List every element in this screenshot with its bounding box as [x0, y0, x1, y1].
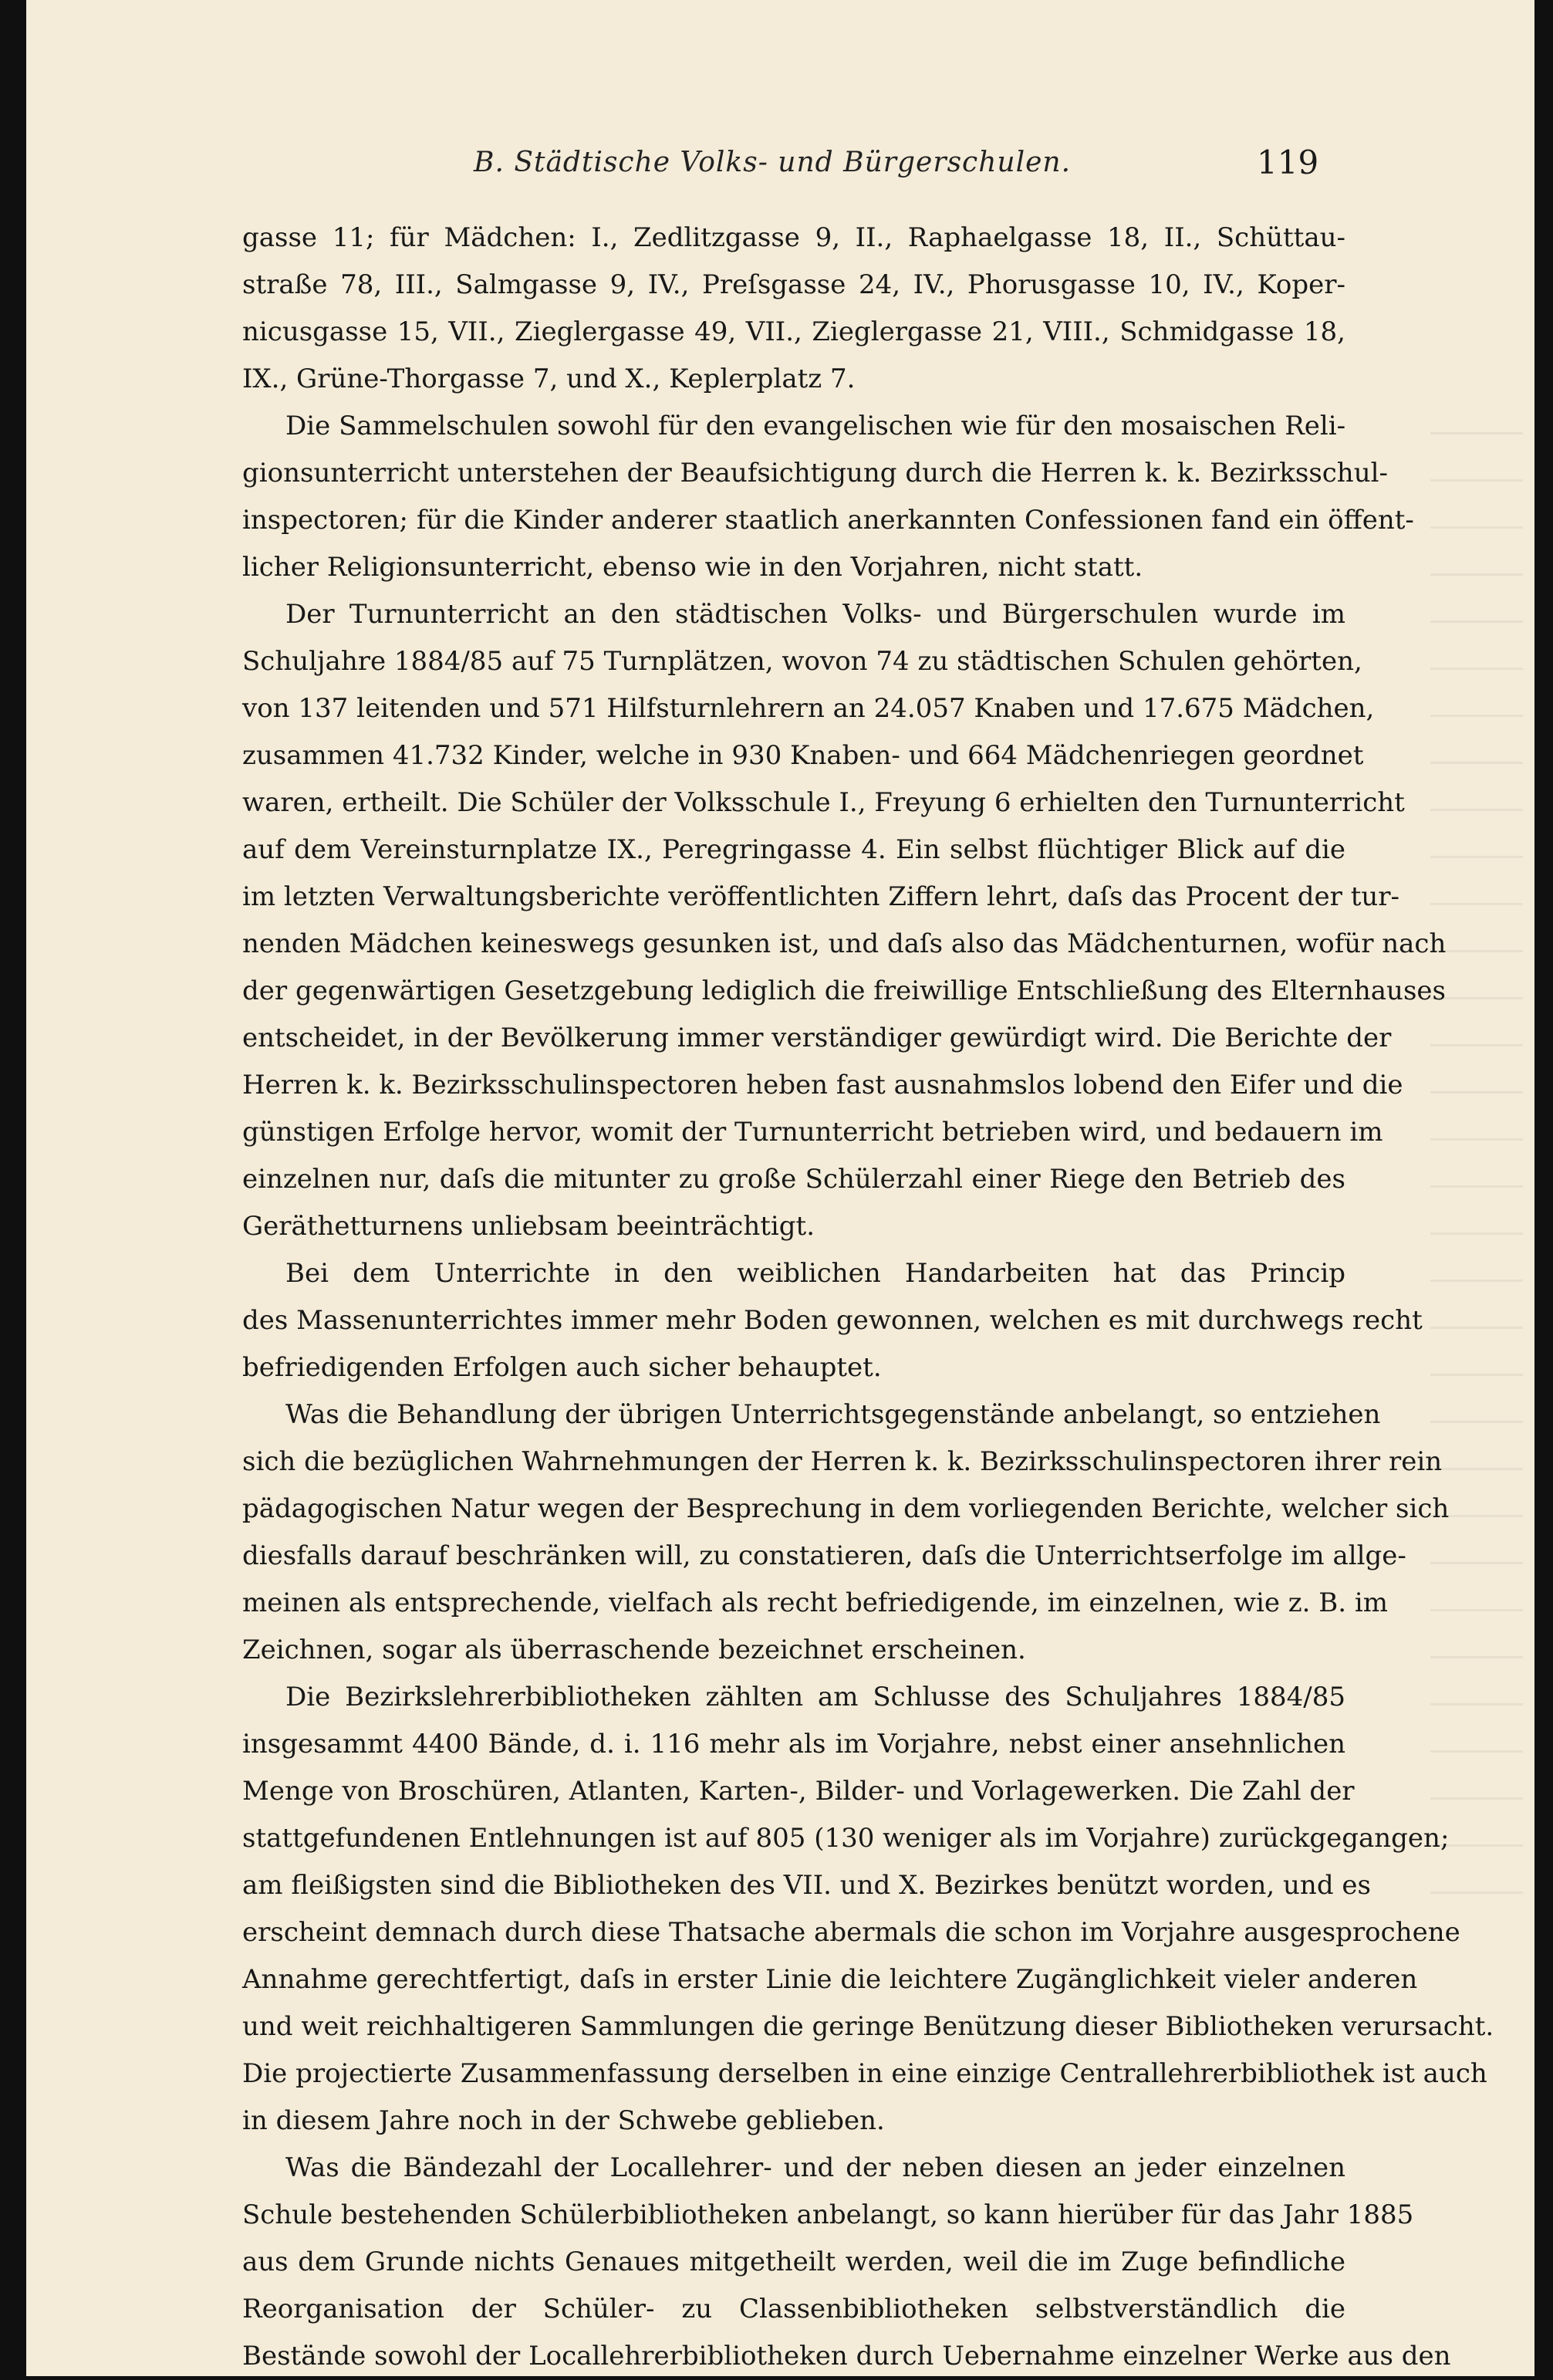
page-header: [26, 144, 1534, 201]
text-line: von 137 leitenden und 571 Hilfsturnlehrern an 24.057 Knaben und 17.675 Mädchen,: [242, 693, 1375, 724]
text-line: straße 78, III., Salmgasse 9, IV., Preſsgasse 24, IV., Phorusgasse 10, IV., Koper-: [242, 269, 1345, 300]
text-line: Geräthetturnens unliebsam beeinträchtigt.: [242, 1211, 815, 1242]
text-line: meinen als entsprechende, vielfach als recht befriedigende, im einzelnen, wie z. B. im: [242, 1587, 1388, 1618]
text-line: IX., Grüne-Thorgasse 7, und X., Keplerplatz 7.: [242, 363, 856, 394]
paragraph-religion: [242, 403, 1414, 591]
text-line: in diesem Jahre noch in der Schwebe geblieben.: [242, 2105, 885, 2136]
text-line: Die Bezirkslehrerbibliotheken zählten am Schlusse des Schuljahres 1884/85: [285, 1682, 1345, 1712]
text-line: Reorganisation der Schüler- zu Classenbibliotheken selbstverständlich die: [242, 2294, 1345, 2324]
paragraph-school-libraries: [242, 2145, 1451, 2380]
paragraph-handwork: [242, 1250, 1423, 1391]
text-line: Annahme gerechtfertigt, daſs in erster Linie die leichtere Zugänglichkeit vieler anderen: [242, 1964, 1418, 1995]
text-line: Herren k. k. Bezirksschulinspectoren heben fast ausnahmslos lobend den Eifer und die: [242, 1070, 1403, 1100]
text-line: nicusgasse 15, VII., Zieglergasse 49, VII., Zieglergasse 21, VIII., Schmidgasse 18,: [242, 316, 1345, 347]
text-line: pädagogischen Natur wegen der Besprechung in dem vorliegenden Berichte, welcher sich: [242, 1493, 1450, 1524]
text-line: Bestände sowohl der Locallehrerbibliotheken durch Uebernahme einzelner Werke aus den: [242, 2341, 1451, 2372]
text-line: nenden Mädchen keineswegs gesunken ist, und daſs also das Mädchenturnen, wofür nach: [242, 928, 1447, 959]
page-number: 119: [1257, 144, 1319, 181]
text-line: sich die bezüglichen Wahrnehmungen der Herren k. k. Bezirksschulinspectoren ihrer rein: [242, 1446, 1443, 1477]
text-line: auf dem Vereinsturnplatze IX., Peregringasse 4. Ein selbst flüchtiger Blick auf die: [242, 834, 1345, 865]
text-line: Die Sammelschulen sowohl für den evangelischen wie für den mosaischen Reli-: [285, 411, 1346, 441]
text-line: diesfalls darauf beschränken will, zu constatieren, daſs die Unterrichtserfolge im allge-: [242, 1540, 1406, 1571]
text-line: Was die Bändezahl der Locallehrer- und der neben diesen an jeder einzelnen: [285, 2152, 1345, 2183]
text-line: waren, ertheilt. Die Schüler der Volksschule I., Freyung 6 erhielten den Turnunterricht: [242, 787, 1405, 818]
paragraph-libraries: [242, 1674, 1494, 2145]
book-page: [26, 0, 1534, 2376]
text-line: Was die Behandlung der übrigen Unterrichtsgegenstände anbelangt, so entziehen: [285, 1399, 1381, 1430]
text-line: und weit reichhaltigeren Sammlungen die geringe Benützung dieser Bibliotheken verursacht.: [242, 2011, 1494, 2042]
text-line: stattgefundenen Entlehnungen ist auf 805 (130 weniger als im Vorjahre) zurückgegangen;: [242, 1823, 1450, 1854]
running-title: B. Städtische Volks- und Bürgerschulen.: [474, 147, 1072, 178]
text-line: Zeichnen, sogar als überraschende bezeichnet erscheinen.: [242, 1635, 1026, 1665]
text-line: inspectoren; für die Kinder anderer staatlich anerkannten Confessionen fand ein öffent-: [242, 505, 1414, 536]
text-line: am fleißigsten sind die Bibliotheken des VII. und X. Bezirkes benützt worden, und es: [242, 1870, 1371, 1901]
text-line: gasse 11; für Mädchen: I., Zedlitzgasse 9, II., Raphaelgasse 18, II., Schüttau-: [242, 222, 1345, 253]
text-line: Schule bestehenden Schülerbibliotheken anbelangt, so kann hierüber für das Jahr 1885: [242, 2199, 1414, 2230]
text-line: zusammen 41.732 Kinder, welche in 930 Knaben- und 664 Mädchenriegen geordnet: [242, 740, 1364, 771]
page-body: [242, 215, 1494, 2372]
text-line: befriedigenden Erfolgen auch sicher behauptet.: [242, 1352, 882, 1383]
paragraph-continuation: [242, 215, 1345, 403]
text-line: Schuljahre 1884/85 auf 75 Turnplätzen, wovon 74 zu städtischen Schulen gehörten,: [242, 646, 1362, 677]
text-line: der gegenwärtigen Gesetzgebung lediglich die freiwillige Entschließung des Elternhauses: [242, 975, 1446, 1006]
text-line: einzelnen nur, daſs die mitunter zu große Schülerzahl einer Riege den Betrieb des: [242, 1164, 1345, 1195]
text-line: gionsunterricht unterstehen der Beaufsichtigung durch die Herren k. k. Bezirksschul-: [242, 458, 1388, 489]
text-line: entscheidet, in der Bevölkerung immer verständiger gewürdigt wird. Die Berichte der: [242, 1023, 1392, 1053]
text-line: erscheint demnach durch diese Thatsache abermals die schon im Vorjahre ausgesprochene: [242, 1917, 1460, 1948]
text-line: licher Religionsunterricht, ebenso wie in den Vorjahren, nicht statt.: [242, 552, 1143, 583]
text-line: Bei dem Unterrichte in den weiblichen Handarbeiten hat das Princip: [285, 1258, 1345, 1289]
paragraph-gymnastics: [242, 591, 1447, 1250]
show-through-texture: [1430, 432, 1523, 1898]
text-line: Die projectierte Zusammenfassung derselben in eine einzige Centrallehrerbibliothek ist auch: [242, 2058, 1487, 2089]
text-line: Menge von Broschüren, Atlanten, Karten-, Bilder- und Vorlagewerken. Die Zahl der: [242, 1776, 1355, 1807]
text-line: des Massenunterrichtes immer mehr Boden gewonnen, welchen es mit durchwegs recht: [242, 1305, 1423, 1336]
text-line: im letzten Verwaltungsberichte veröffentlichten Ziffern lehrt, daſs das Procent der tur-: [242, 881, 1400, 912]
paragraph-other-subjects: [242, 1391, 1450, 1674]
text-line: insgesammt 4400 Bände, d. i. 116 mehr als im Vorjahre, nebst einer ansehnlichen: [242, 1729, 1345, 1760]
text-line: aus dem Grunde nichts Genaues mitgetheilt werden, weil die im Zuge befindliche: [242, 2246, 1345, 2277]
text-line: Der Turnunterricht an den städtischen Volks- und Bürgerschulen wurde im: [285, 599, 1345, 630]
text-line: günstigen Erfolge hervor, womit der Turnunterricht betrieben wird, und bedauern im: [242, 1117, 1383, 1148]
